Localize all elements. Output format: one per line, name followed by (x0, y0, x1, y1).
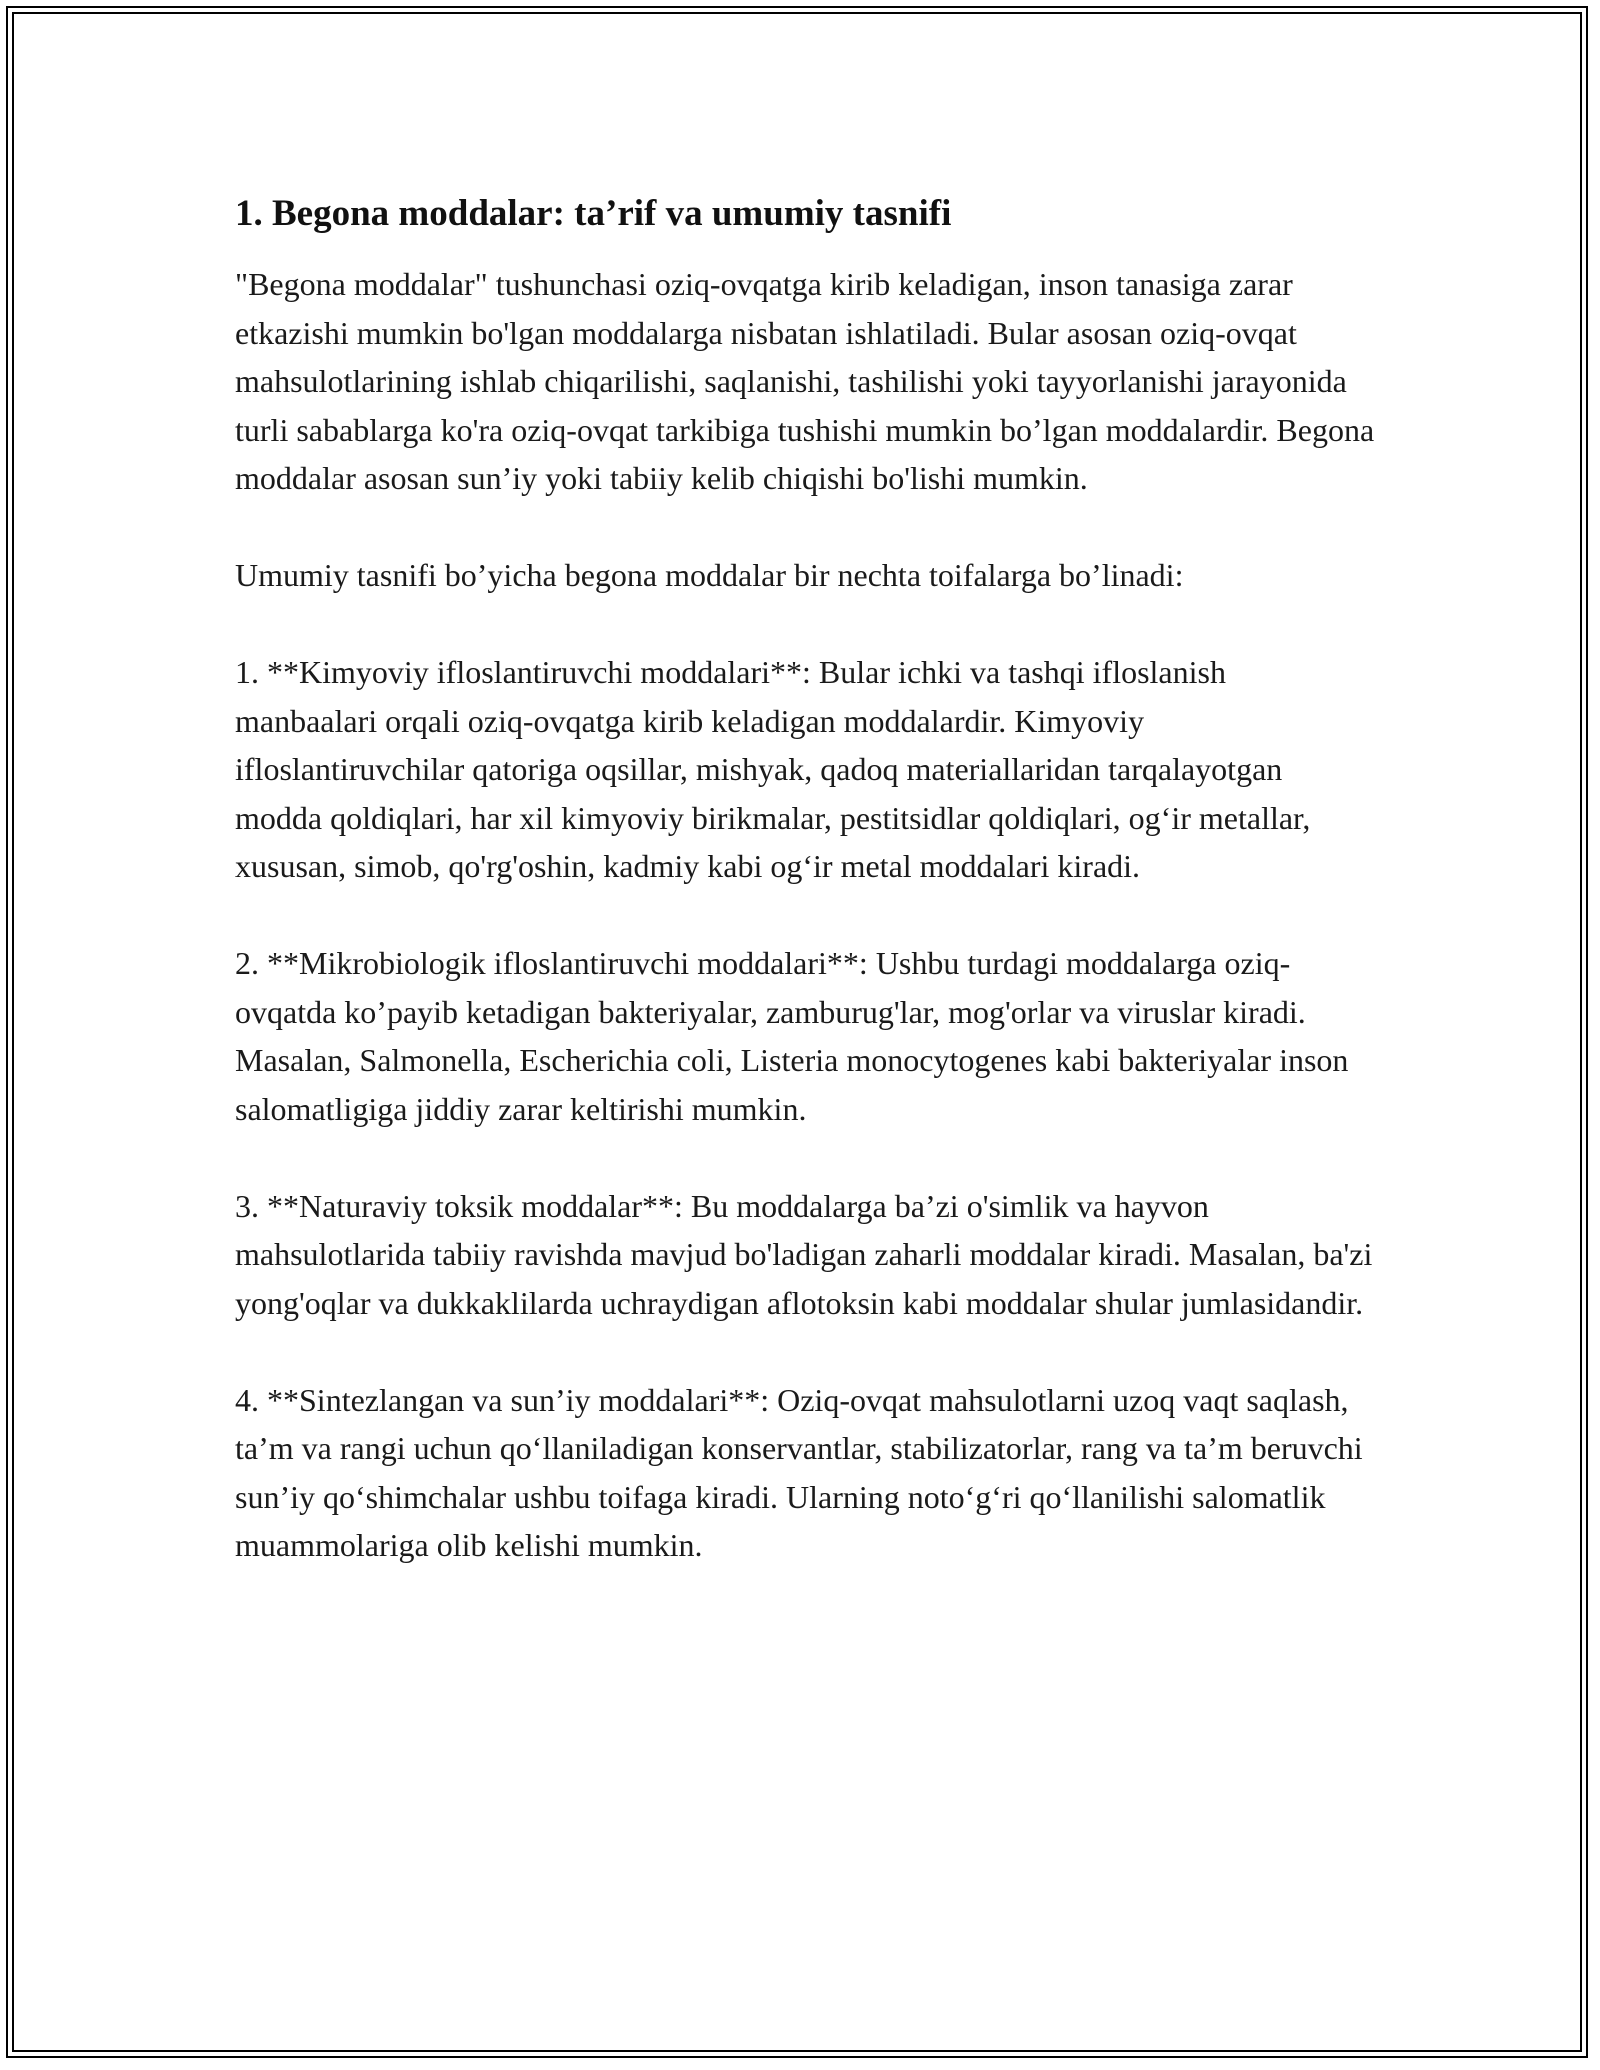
paragraph-chemical-contaminants: 1. **Kimyoviy ifloslantiruvchi moddalari**: Bular ichki va tashqi ifloslanish manbaalari orqali oziq-ovqatga kirib keladigan moddalardir. Kimyoviy ifloslantiruvchilar qatoriga oqsillar, mishyak, qadoq materiallaridan tarqalayotgan modda qoldiqlari, har xil kimyoviy birikmalar, pestitsidlar qoldiqlari, og‘ir metallar, xususan, simob, qo'rg'oshin, kadmiy kabi og‘ir metal moddalari kiradi. (235, 654, 1311, 884)
paragraph-synthetic-substances: 4. **Sintezlangan va sun’iy moddalari**: Oziq-ovqat mahsulotlarni uzoq vaqt saqlash, ta’m va rangi uchun qo‘llaniladigan konservantlar, stabilizatorlar, rang va ta’m beruvchi sun’iy qo‘shimchalar ushbu toifaga kiradi. Ularning noto‘g‘ri qo‘llanilishi salomatlik muammolariga olib kelishi mumkin. (235, 1381, 1363, 1563)
paragraph-classification-intro: Umumiy tasnifi bo’yicha begona moddalar bir nechta toifalarga bo’linadi: (235, 557, 1184, 593)
paragraph-natural-toxins: 3. **Naturaviy toksik moddalar**: Bu moddalarga ba’zi o'simlik va hayvon mahsulotlarida tabiiy ravishda mavjud bo'ladigan zaharli moddalar kiradi. Masalan, ba'zi yong'oqlar va dukkaklilarda uchraydigan aflotoksin kabi moddalar shular jumlasidandir. (235, 1187, 1373, 1321)
paragraph-definition: "Begona moddalar" tushunchasi oziq-ovqatga kirib keladigan, inson tanasiga zarar etkazishi mumkin bo'lgan moddalarga nisbatan ishlatiladi. Bular asosan oziq-ovqat mahsulotlarining ishlab chiqarilishi, saqlanishi, tashilishi yoki tayyorlanishi jarayonida turli sabablarga ko'ra oziq-ovqat tarkibiga tushishi mumkin bo’lgan moddalardir. Begona moddalar asosan sun’iy yoki tabiiy kelib chiqishi bo'lishi mumkin. (235, 266, 1375, 496)
paragraph-microbiological-contaminants: 2. **Mikrobiologik ifloslantiruvchi moddalari**: Ushbu turdagi moddalarga oziq-ovqatda ko’payib ketadigan bakteriyalar, zamburug'lar, mog'orlar va viruslar kiradi. Masalan, Salmonella, Escherichia coli, Listeria monocytogenes kabi bakteriyalar inson salomatligiga jiddiy zarar keltirishi mumkin. (235, 945, 1349, 1127)
document-title: 1. Begona moddalar: ta’rif va umumiy tasnifi (235, 193, 952, 234)
document-body (235, 190, 1375, 1618)
